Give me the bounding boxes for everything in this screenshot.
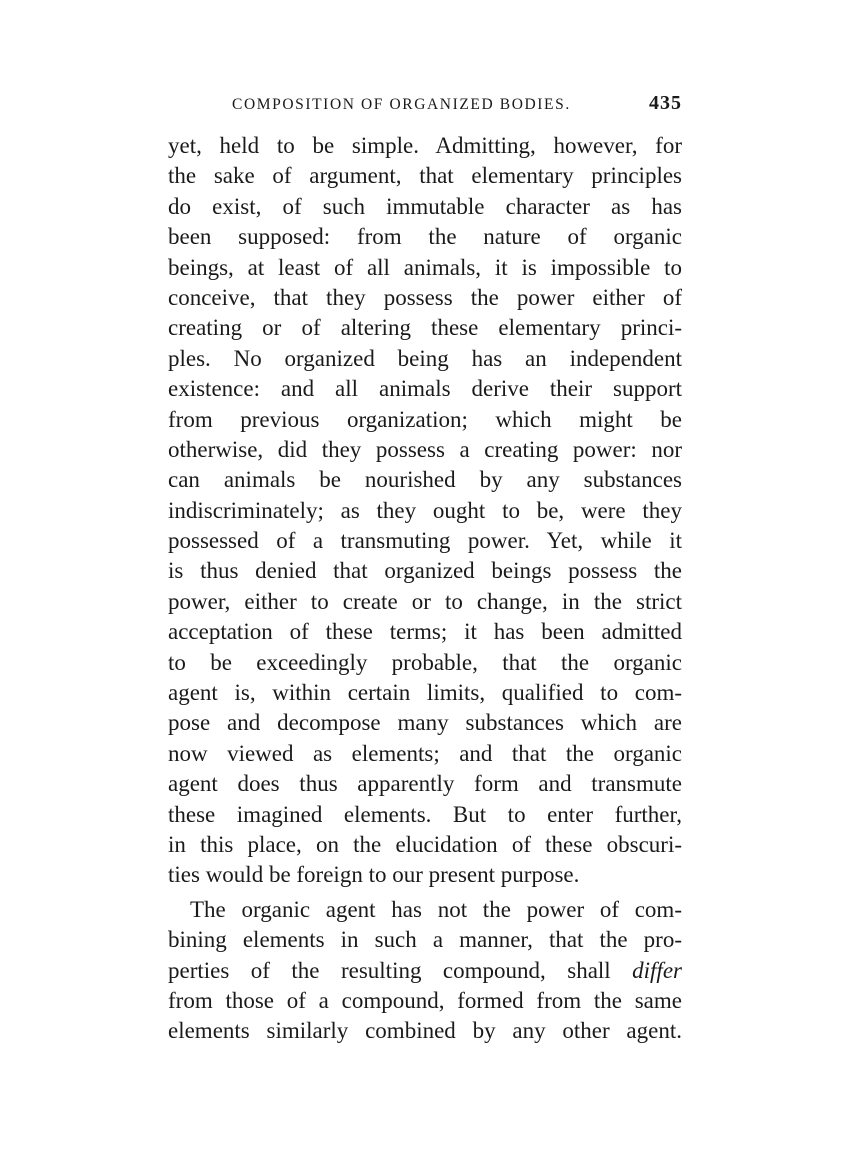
- text-line: indiscriminately; as they ought to be, were they: [168, 497, 682, 523]
- text-line: bining elements in such a manner, that the pro-: [168, 927, 682, 953]
- text-line: is thus denied that organized beings possess the: [168, 558, 682, 584]
- line-text: perties of the resulting compound, shall: [168, 957, 611, 983]
- text-line: creating or of altering these elementary princi-: [168, 315, 682, 341]
- text-line: yet, held to be simple. Admitting, however, for: [168, 133, 682, 158]
- text-line: agent is, within certain limits, qualified to com-: [168, 680, 682, 706]
- text-line: elements similarly combined by any other agent.: [168, 1018, 682, 1044]
- text-line: otherwise, did they possess a creating power: nor: [168, 436, 682, 462]
- text-line: ples. No organized being has an independent: [168, 345, 682, 371]
- text-line-with-emphasis: [168, 956, 682, 986]
- running-head: [168, 92, 682, 115]
- text-line: these imagined elements. But to enter further,: [168, 801, 682, 827]
- text-line: from previous organization; which might be: [168, 406, 682, 432]
- paragraph-1: [168, 131, 682, 891]
- text-line: possessed of a transmuting power. Yet, while it: [168, 528, 682, 554]
- running-title: COMPOSITION OF ORGANIZED BODIES.: [232, 96, 571, 113]
- text-line: The organic agent has not the power of com-: [190, 896, 682, 922]
- text-line: agent does thus apparently form and transmute: [168, 771, 682, 797]
- text-line: existence: and all animals derive their support: [168, 376, 682, 402]
- text-line: pose and decompose many substances which are: [168, 710, 682, 736]
- text-line: conceive, that they possess the power either of: [168, 284, 682, 310]
- page-number: 435: [649, 92, 682, 114]
- text-line: been supposed: from the nature of organic: [168, 224, 682, 250]
- paragraph-2: [168, 895, 682, 1047]
- text-line: in this place, on the elucidation of these obscuri-: [168, 831, 682, 857]
- text-line: the sake of argument, that elementary principles: [168, 163, 682, 189]
- text-line: now viewed as elements; and that the organic: [168, 740, 682, 766]
- text-line: beings, at least of all animals, it is impossible to: [168, 254, 682, 280]
- text-line: do exist, of such immutable character as has: [168, 193, 682, 219]
- body-text: [168, 131, 682, 1047]
- text-line: to be exceedingly probable, that the organic: [168, 649, 682, 675]
- text-line: can animals be nourished by any substances: [168, 467, 682, 493]
- emphasized-word: differ: [632, 957, 682, 983]
- text-line: ties would be foreign to our present purpose.: [168, 862, 580, 888]
- text-line: from those of a compound, formed from the same: [168, 987, 682, 1013]
- text-line: acceptation of these terms; it has been admitted: [168, 619, 682, 645]
- text-line: power, either to create or to change, in the strict: [168, 588, 682, 614]
